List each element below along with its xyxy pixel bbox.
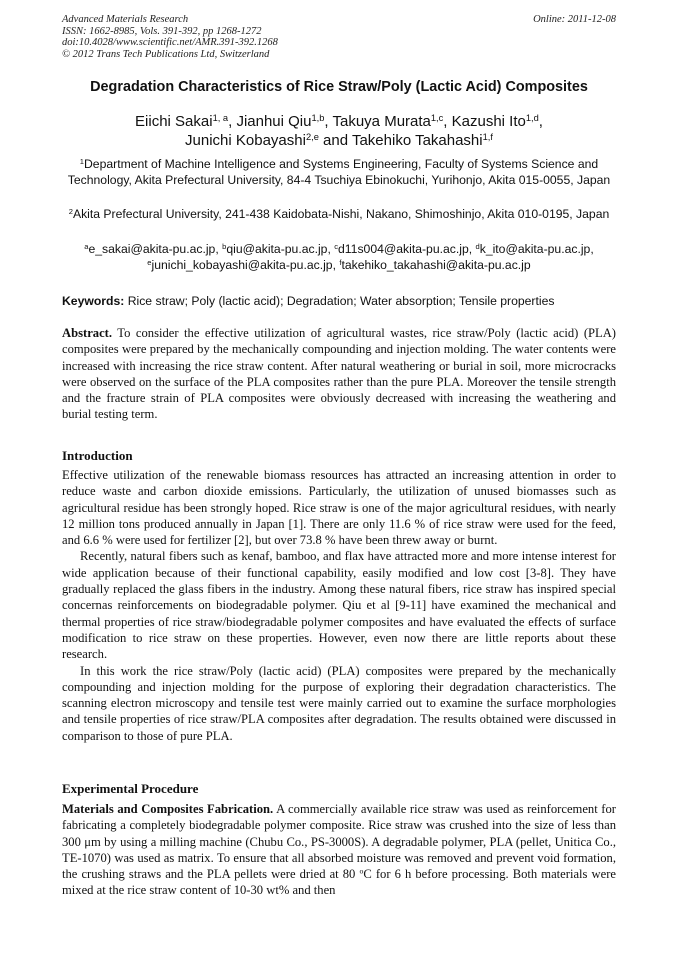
journal-header: [62, 14, 616, 60]
affiliation-mark: 2: [68, 206, 73, 216]
email-mark: b: [222, 241, 227, 251]
paragraph-text: A commercially available rice straw was used as reinforcement for fabricating a completely biodegradable polymer composite. Rice straw was crushed into the size of less than 300 μm by using a milling machine (Chubu Co., PS-3000S). A degradable polymer, PLA (pellet, Unitica Co., TE-1070) was used as matrix. To ensure that all absorbed moisture was removed and prevent void formation, the crushing straws and the PLA pellets were dried at 80: [62, 802, 616, 882]
section-heading-introduction: Introduction: [62, 448, 133, 463]
author-name: Eiichi Sakai: [135, 113, 213, 130]
email-address: takehiko_takahashi@akita-pu.ac.jp: [341, 258, 531, 272]
paragraph: [62, 801, 616, 899]
email-mark: d: [475, 241, 480, 251]
paper-title: Degradation Characteristics of Rice Straw/Poly (Lactic Acid) Composites: [90, 79, 588, 95]
author-affil-mark: 1,d: [525, 112, 539, 123]
author-name: Takehiko Takahashi: [351, 132, 483, 149]
copyright-line: © 2012 Trans Tech Publications Ltd, Switzerland: [62, 48, 270, 60]
degree-mark: o: [359, 866, 364, 876]
email-mark: f: [339, 257, 342, 267]
author-affil-mark: 1,b: [311, 112, 325, 123]
abstract-label: Abstract.: [62, 326, 113, 340]
affiliation-text: Akita Prefectural University, 241-438 Kaidobata-Nishi, Nakano, Shimoshinjo, Akita 010-0195, Japan: [72, 207, 610, 221]
subsection-heading: Materials and Composites Fabrication.: [62, 802, 274, 816]
keywords-label: Keywords:: [62, 294, 125, 308]
email-mark: e: [147, 257, 152, 267]
keywords: [62, 293, 616, 309]
keywords-text: Rice straw; Poly (lactic acid); Degradation; Water absorption; Tensile properties: [127, 294, 555, 308]
author-name: Junichi Kobayashi: [185, 132, 306, 149]
email-address: junichi_kobayashi@akita-pu.ac.jp: [151, 258, 333, 272]
author-affil-mark: 1,c: [430, 112, 444, 123]
affiliation-1: [62, 156, 616, 188]
author-name: Takuya Murata: [332, 113, 431, 130]
experimental-body: [62, 801, 616, 899]
email-address: qiu@akita-pu.ac.jp: [226, 242, 328, 256]
online-date: Online: 2011-12-08: [533, 14, 616, 25]
affiliation-2: [62, 206, 616, 222]
doi-line: doi:10.4028/www.scientific.net/AMR.391-392.1268: [62, 37, 278, 49]
affiliation-text: Department of Machine Intelligence and Systems Engineering, Faculty of Systems Science and Technology, Akita Prefectural University, 84-4 Tsuchiya Ebinokuchi, Yurihonjo, Akita 015-0055, Japan: [67, 157, 611, 187]
email-list: $^a$e_sakai@akita-pu.ac.jp, $^b$qiu@akita-pu.ac.jp, $^c$d11s004@akita-pu.ac.jp, $^d$k_ito@akita-pu.ac.jp, $^e$junichi_kobayashi@akita-pu.ac.jp, $^f$takehiko_takahashi@akita-pu.ac.jp: [84, 241, 594, 272]
author-affil-mark: 1, a: [212, 112, 229, 123]
author-list: Eiichi Sakai$^{1, a}$, Jianhui Qiu$^{1,b}$, Takuya Murata$^{1,c}$, Kazushi Ito$^{1,d}$, Junichi Kobayashi$^{2,e}$ and Takehiko Takahashi$^{1,f}$: [135, 112, 543, 149]
affiliation-mark: 1: [79, 156, 84, 166]
email-address: e_sakai@akita-pu.ac.jp: [88, 242, 216, 256]
paragraph: In this work the rice straw/Poly (lactic acid) (PLA) composites were prepared by the mechanically compounding and injection molding for the purpose of exploring their degradation characteristics. The scanning electron microscopy and tensile test were mainly carried out to examine the surface morphologies and tensile properties of rice straw/PLA composites after degradation. The results obtained were discussed in comparison to those of pure PLA.: [62, 663, 616, 743]
paragraph: Effective utilization of the renewable biomass resources has attracted an increasing attention in order to reduce waste and carbon dioxide emissions. Particularly, the utilization of unused biomasses such as agricultural residue has been strongly hoped. Rice straw is one of the major agricultural residues, with nearly 12 million tons produced annually in Japan [1]. There are only 11.6 % of rice straw were used for the feed, and 6.6 % were used for fertilizer [2], but over 73.8 % have been threw away or burnt.: [62, 468, 616, 548]
introduction-body: [62, 467, 616, 744]
author-name: Jianhui Qiu: [236, 113, 312, 130]
author-name: Kazushi Ito: [451, 113, 526, 130]
email-address: d11s004@akita-pu.ac.jp: [338, 242, 469, 256]
author-affil-mark: 1,f: [482, 131, 493, 142]
abstract-text: To consider the effective utilization of agricultural wastes, rice straw/Poly (lactic acid) (PLA) composites were prepared by the mechanically compounding and injection molding. The water contents were increased with increasing the rice straw content. After natural weathering or burial in soil, more microcracks were observed on the surface of the PLA composites rather than the pure PLA. Moreover the tensile strength and the fracture strain of PLA composites were obviously decreased with increasing the weathering and burial testing term.: [62, 326, 616, 422]
email-address: k_ito@akita-pu.ac.jp: [479, 242, 591, 256]
abstract: [62, 325, 616, 423]
journal-name: Advanced Materials Research: [62, 14, 189, 25]
issn-line: ISSN: 1662-8985, Vols. 391-392, pp 1268-1272: [62, 25, 262, 37]
email-mark: a: [84, 241, 89, 251]
email-mark: c: [334, 241, 339, 251]
paragraph: Recently, natural fibers such as kenaf, bamboo, and flax have attracted more and more intense interest for wide application because of their functional capability, easily modified and low cost [3-8]. They have gradually replaced the glass fibers in the industry. Among these natural fibers, rice straw has inspired special concernas reinforcements on biodegradable polymer. Qiu et al [9-11] have examined the mechanical and thermal properties of rice straw/biodegradable polymer composites and have evaluated the effects of surface modification to rice straw on these properties. However, even now there are little reports about these research.: [62, 549, 616, 662]
paragraph-text: C for 6 h before processing. Both materials were mixed at the rice straw content of 10-30 wt% and then: [62, 867, 617, 898]
author-affil-mark: 2,e: [305, 131, 319, 142]
section-heading-experimental: Experimental Procedure: [62, 781, 199, 796]
